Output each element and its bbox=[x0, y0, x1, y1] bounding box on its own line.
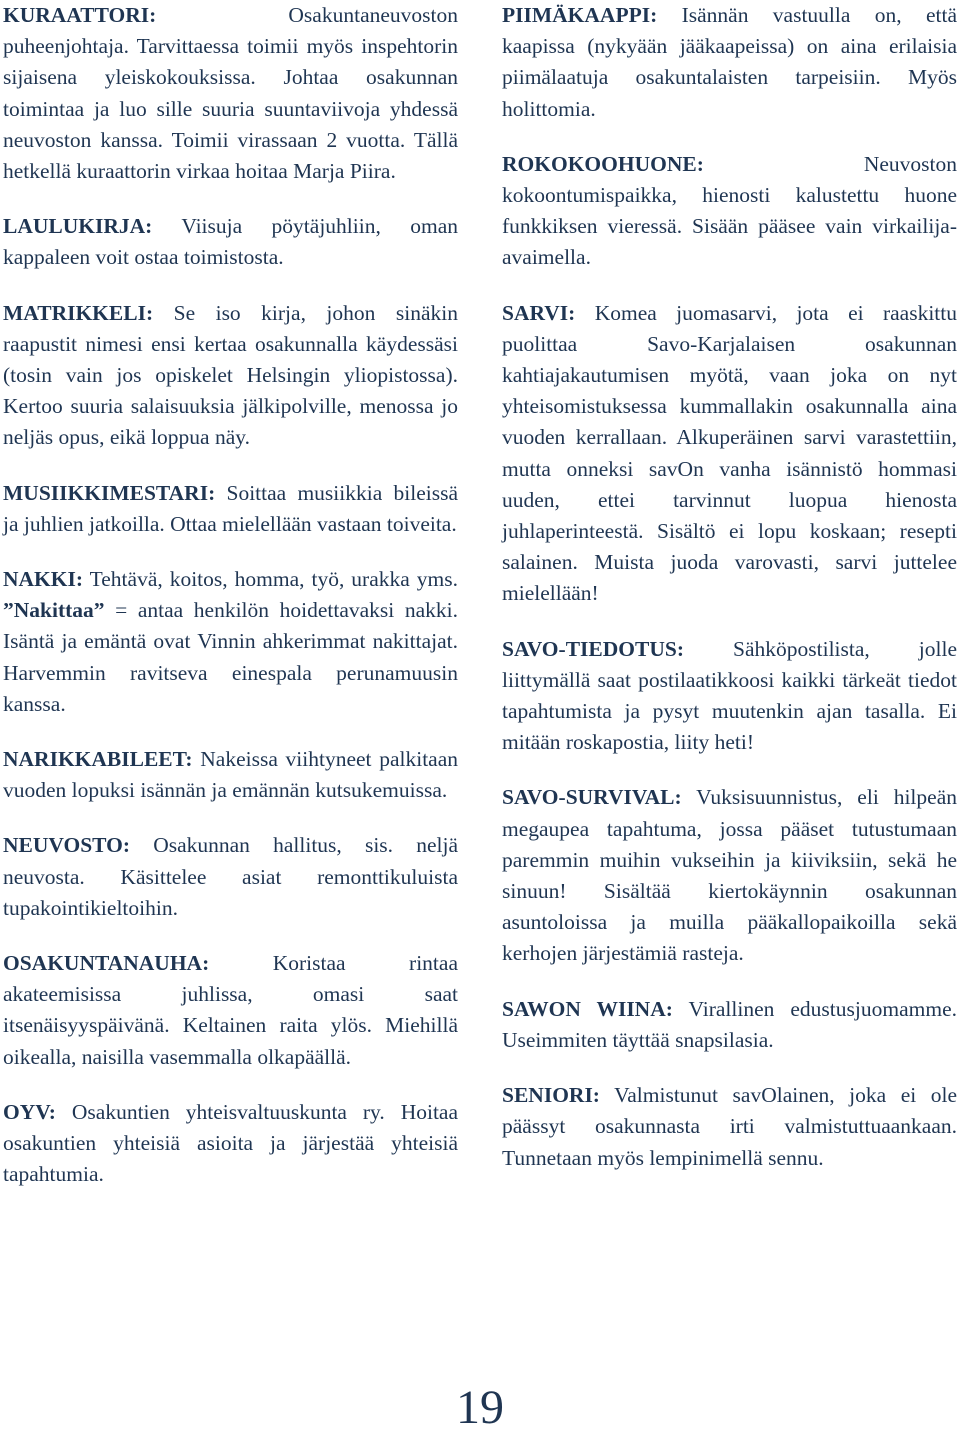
entry-term: PIIMÄKAAPPI: bbox=[502, 3, 658, 27]
entry-savo-tiedotus bbox=[502, 634, 957, 759]
entry-kuraattori bbox=[3, 0, 458, 187]
entry-text: Osakunnan hallitus, sis. neljä neuvosta. Käsittelee asiat remonttikuluista tupakointikieltoihin. bbox=[3, 833, 459, 920]
entry-text: Soittaa musiikkia bileissä ja juhlien jatkoilla. Ottaa mielellään vastaan toiveita. bbox=[3, 480, 458, 536]
entry-oyv bbox=[3, 1097, 458, 1191]
entry-nakki bbox=[3, 564, 458, 720]
entry-text: Osakuntaneuvoston puheenjohtaja. Tarvittaessa toimii myös inspehtorin sijaisena yleiskokouksissa. Johtaa osakunnan toimintaa ja luo sille suuria suuntaviivoja yhdessä neuvoston kanssa. Toimii virassaan 2 vuotta. Tällä hetkellä kuraattorin virkaa hoitaa Marja Piira. bbox=[3, 3, 458, 184]
entry-term: SENIORI: bbox=[502, 1083, 600, 1108]
entry-term: SAWON WIINA: bbox=[502, 996, 673, 1021]
entry-text: Nakeissa viihtyneet palkitaan vuoden lopuksi isännän ja emännän kutsukemuissa. bbox=[3, 747, 459, 803]
page-number: 19 bbox=[456, 1381, 504, 1434]
entry-text: Sähköpostilista, jolle liittymällä saat postilaatikkoosi kaikki tärkeät tiedot tapahtumista ja pysyt muutenkin ajan tasalla. Ei mitään roskapostia, liity heti! bbox=[502, 636, 957, 755]
entry-term: KURAATTORI: bbox=[3, 3, 157, 27]
entry-term: LAULUKIRJA: bbox=[3, 214, 153, 239]
entry-text: Se iso kirja, johon sinäkin raapustit nimesi ensi kertaa osakunnalla käydessäsi (tosin vain jos opiskelet Helsingin yliopistossa). Kertoo suuria salaisuuksia jälkipolville, menossa jo neljäs opus, eikä loppua näy. bbox=[3, 300, 458, 450]
entry-rokokoohuone bbox=[502, 149, 957, 274]
entry-osakuntanauha bbox=[3, 948, 458, 1073]
entry-text: Viisuja pöytäjuhliin, oman kappaleen voit ostaa toimistosta. bbox=[3, 214, 458, 270]
entry-term: SAVO-TIEDOTUS: bbox=[502, 636, 684, 661]
entry-quoted-term: ”Nakittaa” bbox=[3, 598, 105, 623]
entry-text: Valmistunut savOlainen, joka ei ole päässyt osakunnasta irti valmistuttuaankaan. Tunnetaan myös lempinimellä sennu. bbox=[502, 1083, 957, 1170]
entry-sawon-wiina bbox=[502, 994, 957, 1056]
entry-term: MATRIKKELI: bbox=[3, 300, 154, 325]
entry-text: Osakuntien yhteisvaltuuskunta ry. Hoitaa osakuntien yhteisiä asioita ja järjestää yhteisiä tapahtumia. bbox=[3, 1099, 458, 1187]
entry-term: NAKKI: bbox=[3, 567, 84, 592]
entry-seniori bbox=[502, 1080, 957, 1174]
entry-text: Koristaa rintaa akateemisissa juhlissa, omasi saat itsenäisyyspäivänä. Keltainen raita ylös. Miehillä oikealla, naisilla vasemmalla olkapäällä. bbox=[3, 951, 458, 1069]
entry-narikkabileet bbox=[3, 744, 458, 806]
entry-text: Neuvoston kokoontumispaikka, hienosti kalustettu huone funkkiksen vieressä. Sisään pääsee vain virkailija-avaimella. bbox=[502, 151, 957, 270]
entry-sarvi bbox=[502, 298, 957, 610]
entry-term: SAVO-SURVIVAL: bbox=[502, 785, 682, 810]
left-column bbox=[3, 0, 458, 1191]
entry-term: OYV: bbox=[3, 1099, 56, 1124]
entry-matrikkeli bbox=[3, 298, 458, 454]
entry-text: Virallinen edustusjuomamme. Useimmiten täyttää snapsilasia. bbox=[502, 996, 957, 1052]
entry-text-continued: = antaa henkilön hoidettavaksi nakki. Isäntä ja emäntä ovat Vinnin ahkerimmat nakittajat. Harvemmin ravitseva einespala perunamuusin kanssa. bbox=[3, 598, 458, 716]
entry-laulukirja bbox=[3, 211, 458, 273]
entry-neuvosto bbox=[3, 830, 458, 924]
entry-term: OSAKUNTANAUHA: bbox=[3, 951, 210, 976]
entry-savo-survival bbox=[502, 782, 957, 969]
right-column bbox=[502, 0, 957, 1174]
entry-term: NEUVOSTO: bbox=[3, 833, 131, 858]
entry-term: SARVI: bbox=[502, 300, 576, 325]
entry-text: Tehtävä, koitos, homma, työ, urakka yms. bbox=[89, 567, 458, 592]
entry-text: Isännän vastuulla on, että kaapissa (nykyään jääkaapeissa) on aina erilaisia piimälaatuja osakuntalaisten tarpeisiin. Myös holittomia. bbox=[502, 3, 957, 121]
entry-musiikkimestari bbox=[3, 478, 458, 540]
entry-term: NARIKKABILEET: bbox=[3, 747, 193, 772]
entry-term: ROKOKOOHUONE: bbox=[502, 151, 704, 176]
entry-piimakaappi bbox=[502, 0, 957, 125]
entry-text: Vuksisuunnistus, eli hilpeän megaupea tapahtuma, jossa pääset tutustumaan paremmin muihin vukseihin ja kiiviksiin, sekä he sinuun! Sisältää kiertokäynnin osakunnan asuntoloissa ja muilla pääkallopaikoilla sekä kerhojen järjestämiä rasteja. bbox=[502, 785, 957, 966]
entry-text: Komea juomasarvi, jota ei raaskittu puolittaa Savo-Karjalaisen osakunnan kahtiajakautumisen myötä, vaan joka on nyt yhteisomistuksessa kummallakin osakunnalla aina vuoden kerrallaan. Alkuperäinen sarvi varastettiin, mutta onneksi savOn vanha isännistö hommasi uuden, ettei tarvinnut luopua hienosta juhlaperinteestä. Sisältö ei lopu koskaan; resepti salainen. Muista juoda varovasti, sarvi juttelee mielellään! bbox=[502, 300, 958, 606]
entry-term: MUSIIKKIMESTARI: bbox=[3, 480, 216, 505]
